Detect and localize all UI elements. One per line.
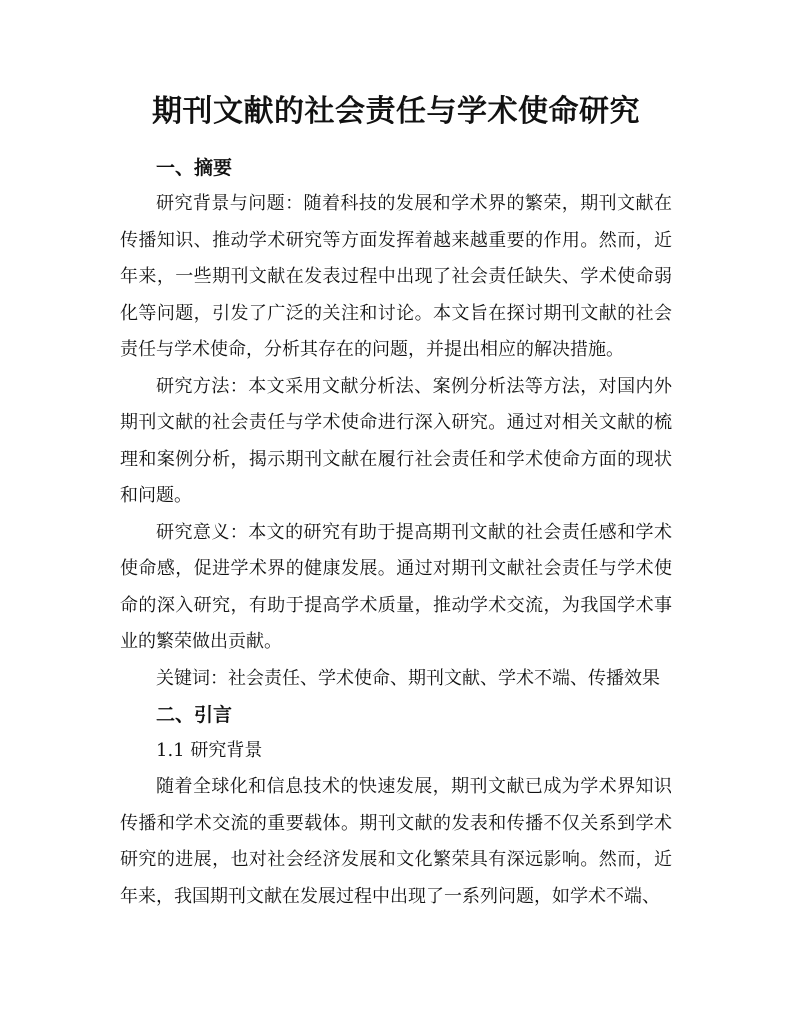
introduction-heading: 二、引言: [156, 704, 233, 726]
document-title: 期刊文献的社会责任与学术使命研究: [152, 94, 640, 129]
section-1-1-heading: 1.1 研究背景: [156, 740, 263, 761]
abstract-heading: 一、摘要: [156, 157, 233, 179]
introduction-paragraph: 随着全球化和信息技术的快速发展，期刊文献已成为学术界知识传播和学术交流的重要载体。期刊文献的发表和传播不仅关系到学术研究的进展，也对社会经济发展和文化繁荣具有深远影响。然而，近年来，我国期刊文献在发展过程中出现了一系列问题，如学术不端、: [120, 776, 672, 907]
abstract-background-paragraph: 研究背景与问题：随着科技的发展和学术界的繁荣，期刊文献在传播知识、推动学术研究等方面发挥着越来越重要的作用。然而，近年来，一些期刊文献在发表过程中出现了社会责任缺失、学术使命弱化等问题，引发了广泛的关注和讨论。本文旨在探讨期刊文献的社会责任与学术使命，分析其存在的问题，并提出相应的解决措施。: [120, 193, 672, 360]
abstract-methods-paragraph: 研究方法：本文采用文献分析法、案例分析法等方法，对国内外期刊文献的社会责任与学术使命进行深入研究。通过对相关文献的梳理和案例分析，揭示期刊文献在履行社会责任和学术使命方面的现状和问题。: [120, 375, 672, 506]
keywords-line: 关键词：社会责任、学术使命、期刊文献、学术不端、传播效果: [156, 667, 660, 689]
abstract-significance-paragraph: 研究意义：本文的研究有助于提高期刊文献的社会责任感和学术使命感，促进学术界的健康发展。通过对期刊文献社会责任与学术使命的深入研究，有助于提高学术质量，推动学术交流，为我国学术事业的繁荣做出贡献。: [120, 521, 672, 652]
